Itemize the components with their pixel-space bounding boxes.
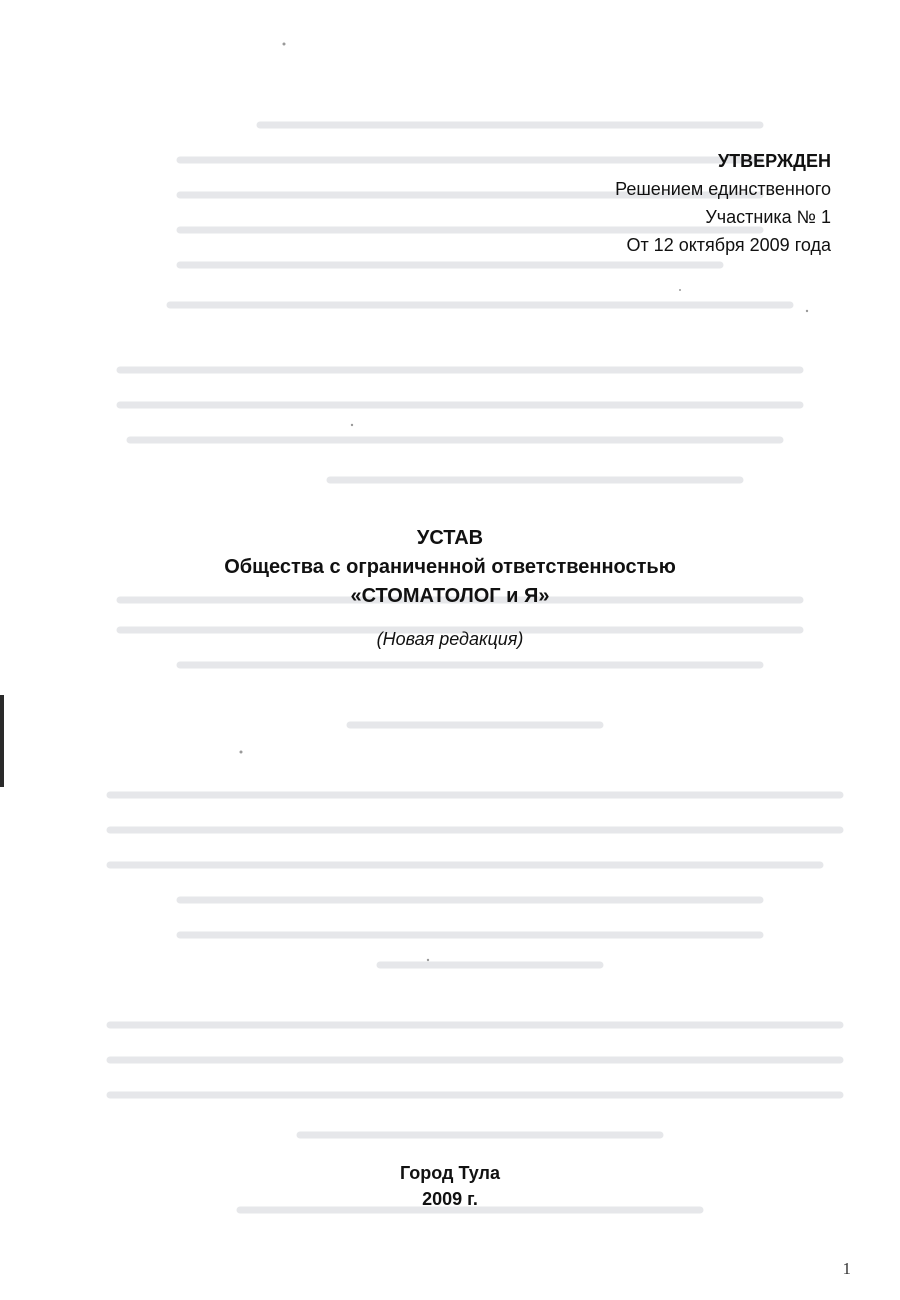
edition-note: (Новая редакция)	[376, 629, 524, 649]
place-and-year-block	[0, 1160, 900, 1212]
document-year: 2009 г.	[422, 1189, 478, 1209]
approval-status: УТВЕРЖДЕН	[717, 151, 831, 171]
city-name: Город Тула	[399, 1163, 500, 1183]
approval-stamp-block	[615, 147, 831, 259]
approval-line-1: Решением единственного	[615, 179, 831, 199]
approval-line-2: Участника № 1	[705, 207, 831, 227]
organization-name: «СТОМАТОЛОГ и Я»	[350, 585, 550, 607]
page-number: 1	[842, 1259, 851, 1278]
scan-edge-mark	[0, 695, 4, 787]
document-title-block	[0, 524, 900, 651]
document-type: УСТАВ	[416, 527, 484, 549]
organization-form: Общества с ограниченной ответственностью	[224, 556, 676, 578]
approval-date: От 12 октября 2009 года	[626, 235, 831, 255]
